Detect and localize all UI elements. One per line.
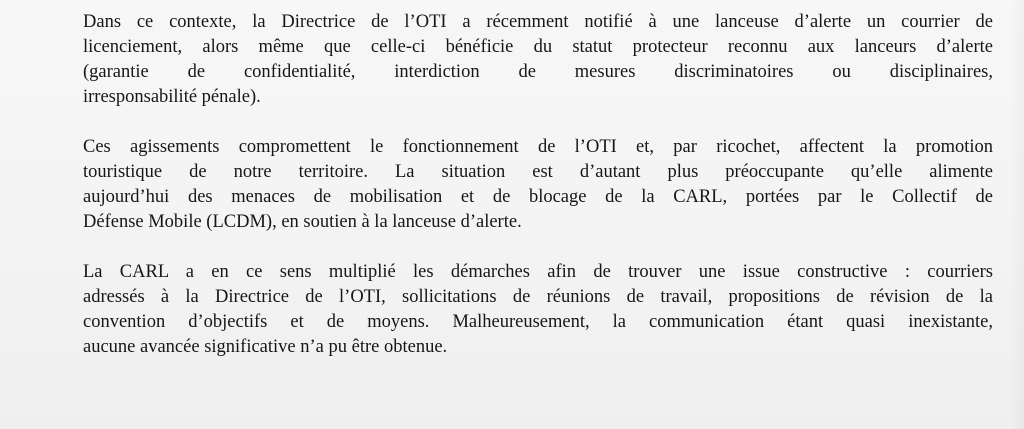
text-line: Défense Mobile (LCDM), en soutien à la lanceuse d’alerte.: [83, 212, 522, 232]
text-line: convention d’objectifs et de moyens. Malheureusement, la communication étant quasi inexistante,: [83, 312, 993, 332]
text-line: irresponsabilité pénale).: [83, 87, 261, 107]
text-line: aucune avancée significative n’a pu être obtenue.: [83, 337, 448, 357]
text-line: licenciement, alors même que celle-ci bénéficie du statut protecteur reconnu aux lanceurs d’alerte: [83, 37, 993, 57]
text-line: (garantie de confidentialité, interdiction de mesures discriminatoires ou disciplinaires,: [83, 62, 993, 82]
text-line: Ces agissements compromettent le fonctionnement de l’OTI et, par ricochet, affectent la promotion: [83, 137, 993, 157]
text-line: aujourd’hui des menaces de mobilisation et de blocage de la CARL, portées par le Collectif de: [83, 187, 993, 207]
paragraph-carl-actions: [83, 260, 993, 360]
paragraph-context: [83, 10, 993, 110]
text-line: touristique de notre territoire. La situation est d’autant plus préoccupante qu’elle alimente: [83, 162, 993, 182]
text-line: Dans ce contexte, la Directrice de l’OTI a récemment notifié à une lanceuse d’alerte un courrier de: [83, 12, 993, 32]
page-edge-shadow: [1010, 0, 1024, 429]
document-body: [83, 10, 993, 360]
paragraph-consequences: [83, 135, 993, 235]
text-line: La CARL a en ce sens multiplié les démarches afin de trouver une issue constructive : courriers: [83, 262, 993, 282]
text-line: adressés à la Directrice de l’OTI, sollicitations de réunions de travail, propositions de révision de la: [83, 287, 993, 307]
